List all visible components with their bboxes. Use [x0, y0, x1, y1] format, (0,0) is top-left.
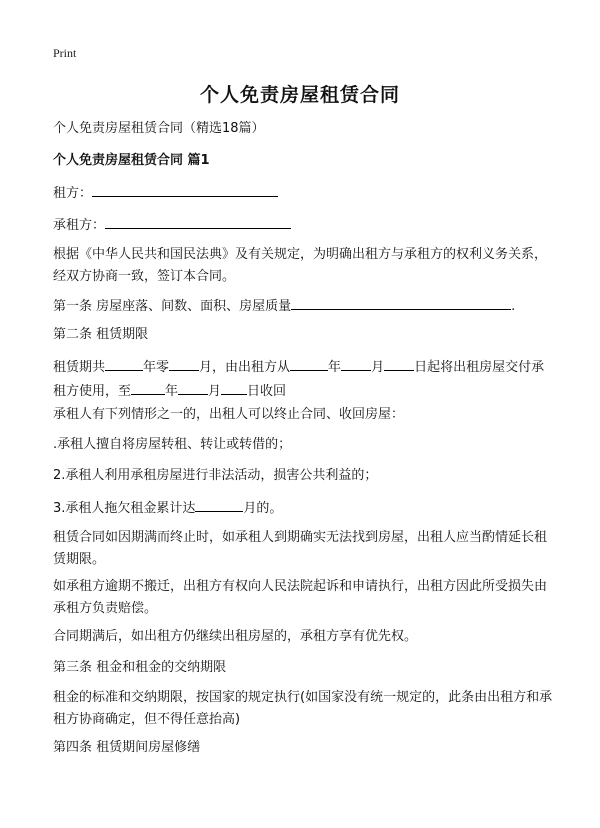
document-subtitle: 个人免责房屋租赁合同（精选18篇）	[53, 121, 265, 136]
renewal-paragraph: 合同期满后，如出租方仍继续出租房屋的，承租方享有优先权。	[53, 629, 418, 644]
term-text-3: 月，由出租方从	[199, 360, 291, 375]
term-paragraph	[53, 355, 553, 403]
term-months-blank	[169, 355, 199, 371]
article4-heading: 第四条 租赁期间房屋修缮	[53, 740, 201, 755]
lessor-label: 租方：	[53, 186, 93, 201]
article3-heading: 第三条 租金和租金的交纳期限	[53, 660, 227, 675]
print-link[interactable]: Print	[53, 46, 77, 60]
article1-end: .	[511, 299, 516, 314]
article1-line	[53, 294, 553, 318]
term-text-2: 年零	[143, 360, 170, 375]
start-day-blank	[384, 355, 414, 371]
article1-label: 第一条 房屋座落、间数、面积、房屋质量	[53, 299, 292, 314]
document-title: 个人免责房屋租赁合同	[199, 84, 400, 106]
lessee-label: 承租方：	[53, 218, 106, 233]
intro-paragraph: 根据《中华人民共和国民法典》及有关规定，为明确出租方与承租方的权利义务关系，经双方协商一致，签订本合同。	[53, 247, 548, 284]
termination-item-3	[53, 496, 553, 520]
term-text-7: 年	[165, 384, 179, 399]
term-text-5: 月	[371, 360, 385, 375]
termination-intro: 承租人有下列情形之一的，出租人可以终止合同、收回房屋：	[53, 407, 405, 422]
end-year-blank	[131, 379, 165, 395]
termination-item-2: 2.承租人利用承租房屋进行非法活动，损害公共利益的；	[53, 468, 378, 483]
item3-end: 月的。	[243, 501, 283, 516]
item3-months-blank	[195, 496, 243, 512]
expiry-paragraph: 租赁合同如因期满而终止时，如承租人到期确实无法找到房屋，出租人应当酌情延长租赁期限。	[53, 530, 548, 567]
overdue-paragraph: 如承租方逾期不搬迁，出租方有权向人民法院起诉和申请执行，出租方因此所受损失由承租方负责赔偿。	[53, 579, 548, 616]
end-month-blank	[178, 379, 208, 395]
termination-item-1: .承租人擅自将房屋转租、转让或转借的；	[53, 437, 292, 452]
item3-text: 3.承租人拖欠租金累计达	[53, 501, 196, 516]
article1-blank	[291, 294, 511, 310]
start-year-blank	[290, 355, 328, 371]
term-text-9: 日收回	[247, 384, 287, 399]
lessee-line	[53, 213, 553, 237]
lessor-blank	[92, 181, 278, 197]
term-text-1: 租赁期共	[53, 360, 106, 375]
term-text-4: 年	[328, 360, 342, 375]
lessee-blank	[105, 213, 291, 229]
term-years-blank	[105, 355, 143, 371]
start-month-blank	[341, 355, 371, 371]
article2-heading: 第二条 租赁期限	[53, 327, 149, 342]
rent-paragraph: 租金的标准和交纳期限，按国家的规定执行(如国家没有统一规定的，此条由出租方和承租方协商确定，但不得任意抬高)	[53, 690, 553, 727]
term-text-6: 日起将出租房屋交付承租方使用，至	[53, 360, 545, 399]
term-text-8: 月	[208, 384, 222, 399]
end-day-blank	[221, 379, 247, 395]
lessor-line	[53, 181, 553, 205]
section-heading: 个人免责房屋租赁合同 篇1	[53, 153, 210, 168]
